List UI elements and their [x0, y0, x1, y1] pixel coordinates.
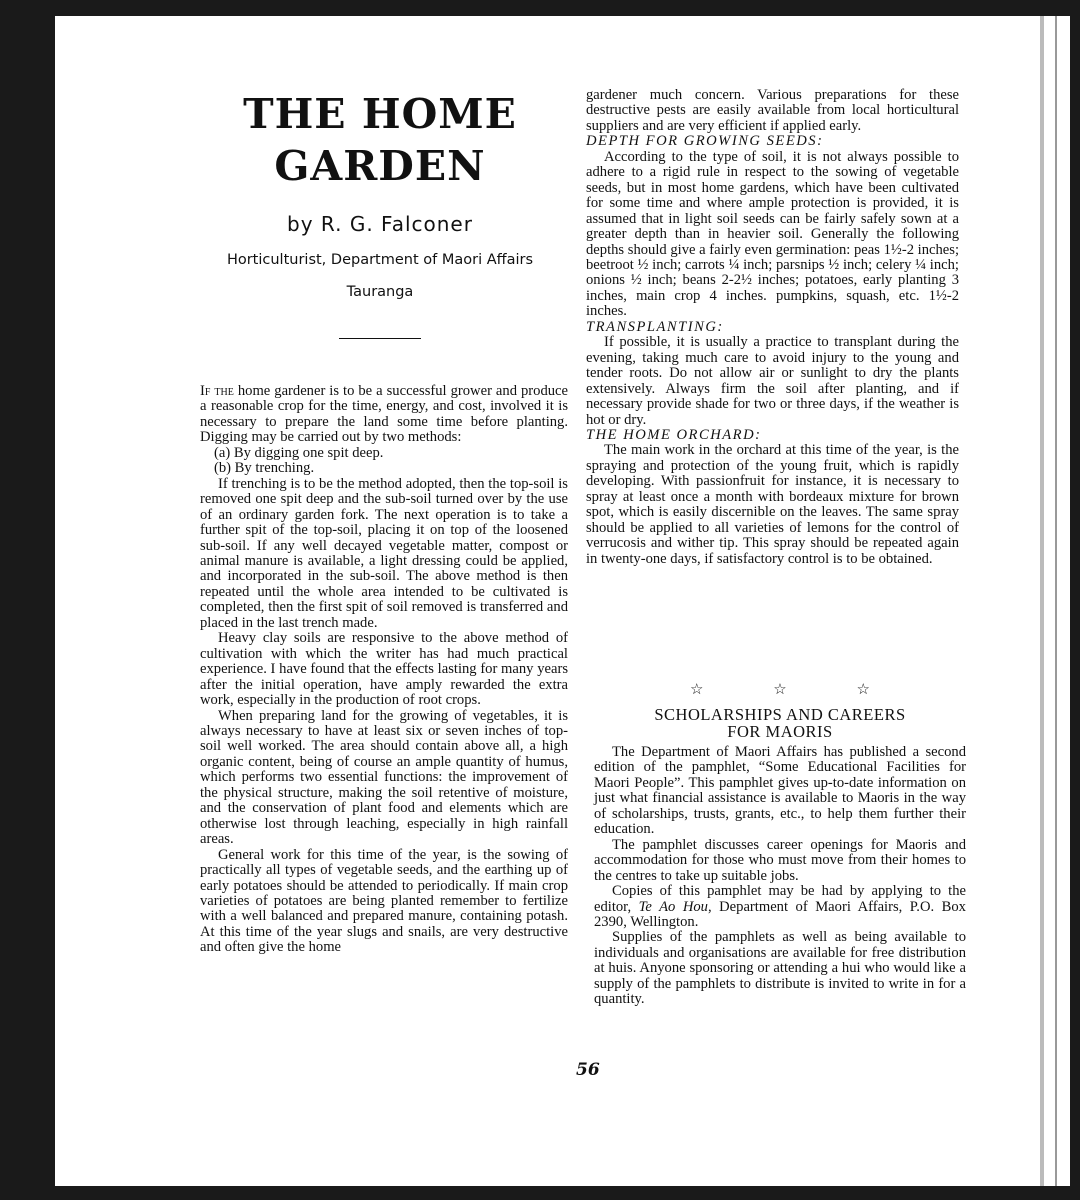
lead-text: home gardener is to be a successful grower and produce a reasonable crop for the time, energy, and cost, involved it is necessary to prepare the land some time before planting. Digging may be carried out by two methods:: [200, 383, 568, 446]
article-title-line-1: THE HOME: [243, 90, 517, 138]
scholarships-column: [594, 745, 966, 1008]
lead-paragraph: [200, 384, 568, 446]
magazine-title: Te Ao Hou: [638, 898, 708, 915]
scholarships-paragraph-1: The Department of Maori Affairs has published a second edition of the pamphlet, “Some Educational Facilities for Maori People”. This pamphlet gives up-to-date information on just what financial assistance is available to Maoris in the way of scholarships, trusts, grants, etc., to help them further their education.: [594, 744, 966, 838]
right-column: [586, 88, 959, 567]
heading-home-orchard: THE HOME ORCHARD:: [586, 426, 762, 443]
lead-smallcaps: If the: [200, 383, 234, 399]
scholarships-heading-line-1: SCHOLARSHIPS AND CAREERS: [654, 705, 906, 724]
heading-transplanting: TRANSPLANTING:: [586, 318, 724, 335]
article-title-line-2: GARDEN: [274, 142, 486, 190]
article-header: [205, 88, 555, 339]
title-rule: [339, 338, 421, 339]
method-item-a: (a) By digging one spit deep.: [214, 444, 384, 461]
scholarships-paragraph-2: The pamphlet discusses career openings for Maoris and accommodation for those who must move from their homes to the centres to take up suitable jobs.: [594, 836, 966, 884]
left-column: [200, 384, 568, 956]
section-separator: [690, 680, 870, 698]
heading-depth-for-growing-seeds: DEPTH FOR GROWING SEEDS:: [586, 133, 824, 150]
page-binding-edge-inner: [1055, 16, 1057, 1186]
depth-paragraph: According to the type of soil, it is not always possible to adhere to a rigid rule in respect to the sowing of vegetable seeds, but in most home gardens, which have been cultivated for some time and where ample protection is provided, it is assumed that in light soil seeds can be fairly safely sown at a greater depth than in heavier soil. Generally the following depths should give a fairly even germination: peas 1½-2 inches; beetroot ½ inch; carrots ¼ inch; parsnips ½ inch; celery ¼ inch; onions ½ inch; beans 2-2½ inches; potatoes, early planting 3 inches, main crop 4 inches. pumpkins, squash, etc. 1½-2 inches.: [586, 148, 959, 320]
clay-soils-paragraph: Heavy clay soils are responsive to the above method of cultivation with which the writer has had much practical experience. I have found that the effects lasting for many years after the initial operation, have amply rewarded the extra work, especially in the production of root crops.: [200, 630, 568, 709]
star-icon: ☆: [690, 680, 704, 698]
article-byline: by R. G. Falconer: [287, 212, 473, 236]
scholarships-heading: [600, 706, 960, 740]
scholarships-paragraph-3: [594, 884, 966, 930]
general-work-paragraph: General work for this time of the year, is the sowing of practically all types of vegetable seeds, and the earthing up of early potatoes should be attended to periodically. If main crop varieties of potatoes are being planted remember to fertilize with a well balanced and prepared manure, containing potash. At this time of the year slugs and snails, are very destructive and often give the home: [200, 846, 568, 956]
method-item-b: (b) By trenching.: [214, 460, 315, 477]
scholarships-paragraph-4: Supplies of the pamphlets as well as being available to individuals and organisations are available for free distribution at huis. Anyone sponsoring or attending a hui who would like a supply of the pamphlets to distribute is invited to write in for a quantity.: [594, 929, 966, 1008]
preparing-land-paragraph: When preparing land for the growing of vegetables, it is always necessary to have at least six or seven inches of top-soil well worked. The area should contain above all, a high organic content, being of course an ample quantity of humus, which performs two essential functions: the improvement of the physical structure, making the soil retentive of moisture, and the conservation of plant food and elements which are otherwise lost through leaching, especially in high rainfall areas.: [200, 707, 568, 848]
page-binding-edge: [1040, 16, 1044, 1186]
copies-text-b: , Department of Maori Affairs, P.O. Box 2390, Wellington.: [594, 898, 966, 930]
copies-text-a: Copies of this pamphlet may be had by applying to the editor,: [594, 883, 966, 915]
orchard-paragraph: The main work in the orchard at this time of the year, is the spraying and protection of the young fruit, which is rapidly developing. With passionfruit for instance, it is necessary to spray at least once a month with bordeaux mixture for brown spot, which is easily discernible on the leaves. The same spray should be applied to all varieties of lemons for the control of verrucosis and wither tip. This spray should be repeated again in twenty-one days, if satisfactory control is to be obtained.: [586, 442, 959, 567]
author-affiliation: Horticulturist, Department of Maori Affairs: [226, 252, 534, 268]
scholarships-heading-line-2: FOR MAORIS: [727, 722, 833, 741]
transplanting-paragraph: If possible, it is usually a practice to transplant during the evening, taking much care to avoid injury to the young and tender roots. Do not allow air or sunlight to dry the plants extensively. Always firm the soil after planting, and if necessary provide shade for two or three days, if the weather is hot or dry.: [586, 334, 959, 428]
page-number: 56: [576, 1060, 600, 1080]
author-place: Tauranga: [346, 284, 414, 300]
star-icon: ☆: [773, 680, 787, 698]
trenching-paragraph: If trenching is to be the method adopted, then the top-soil is removed one spit deep and the sub-soil turned over by the use of an ordinary garden fork. The next operation is to take a further spit of the top-soil, placing it on top of the loosened sub-soil. If any well decayed vegetable matter, compost or animal manure is available, a light dressing could be applied, and incorporated in the sub-soil. The above method is then repeated until the whole area intended to be cultivated is completed, then the first spit of soil removed is transferred and placed in the last trench made.: [200, 475, 568, 631]
star-icon: ☆: [856, 680, 870, 698]
continued-paragraph: gardener much concern. Various preparations for these destructive pests are easily available from local horticultural suppliers and are very efficient if applied early.: [586, 87, 959, 134]
